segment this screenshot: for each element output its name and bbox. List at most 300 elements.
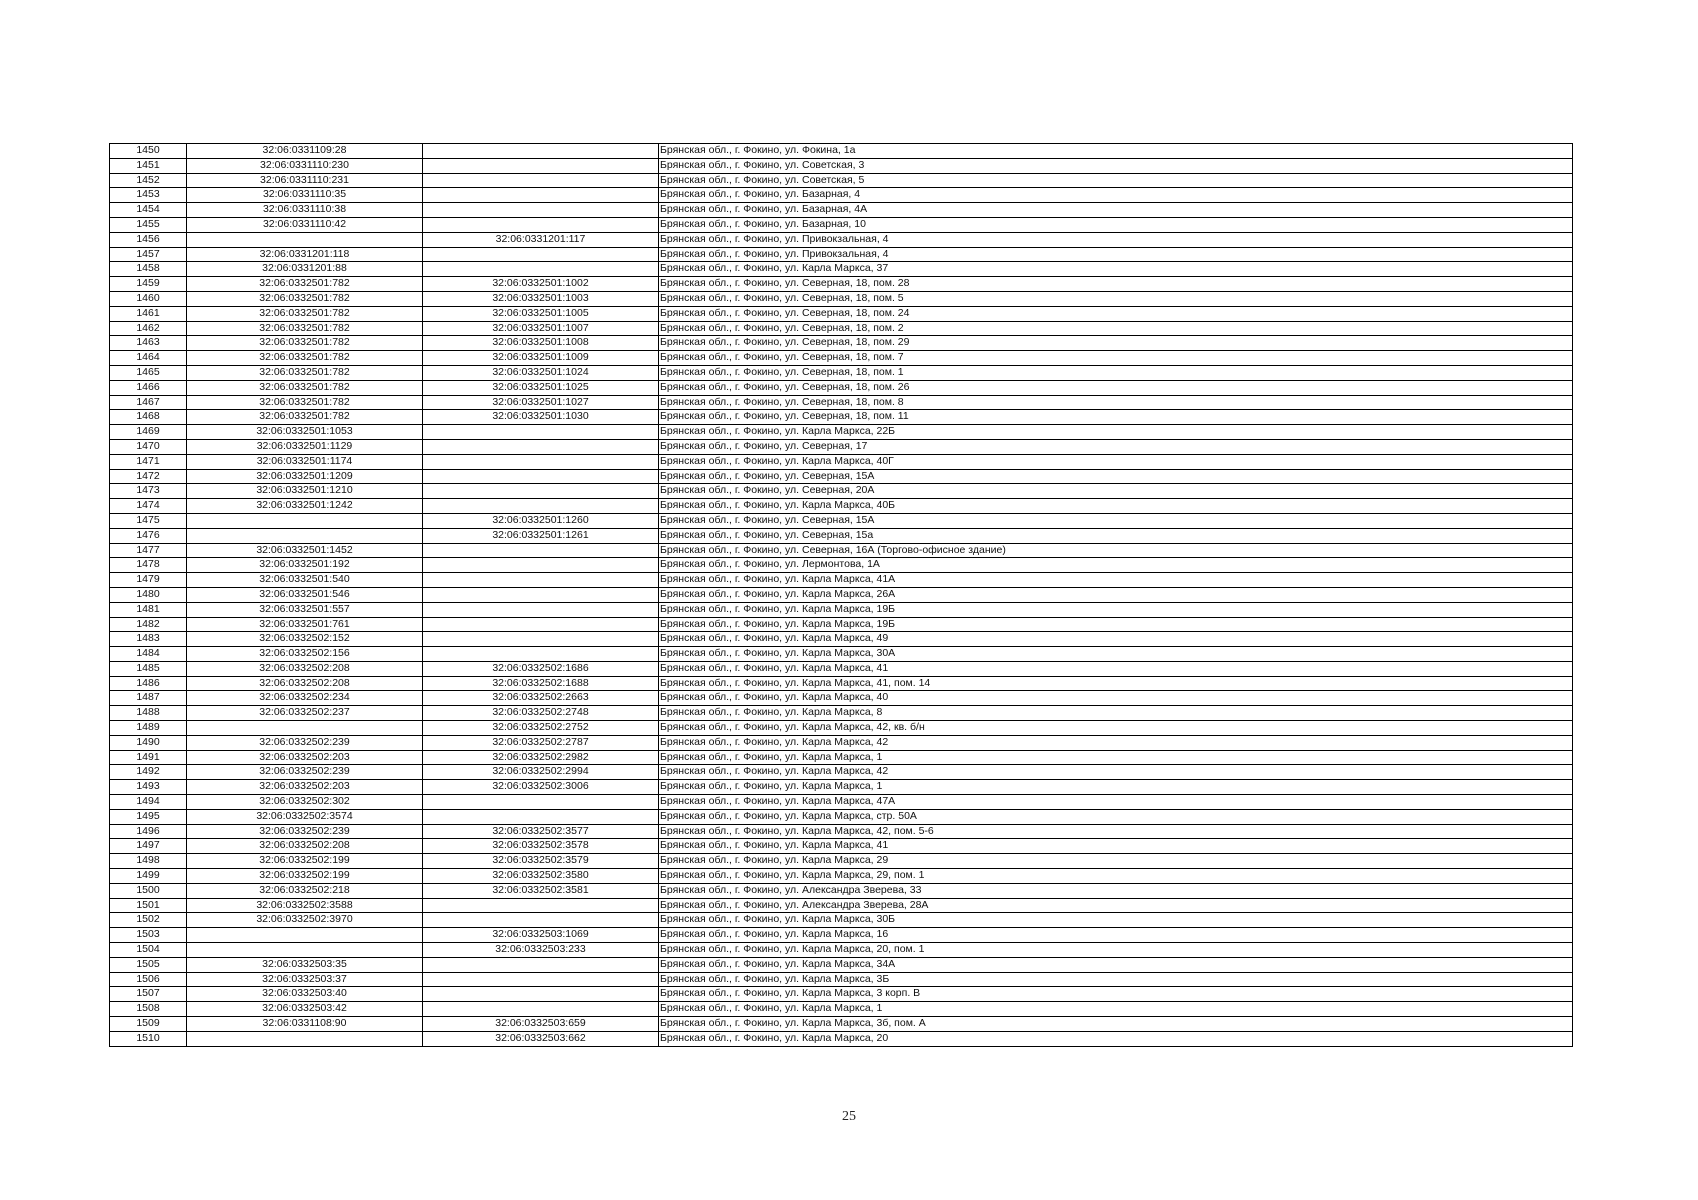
- table-row: [110, 898, 1573, 913]
- row-number-cell: 1495: [110, 809, 187, 824]
- land-cadastral-number-cell: 32:06:0332502:3574: [187, 809, 423, 824]
- table-row: [110, 558, 1573, 573]
- address-cell: Брянская обл., г. Фокино, ул. Карла Маркса, 42: [659, 765, 1573, 780]
- object-cadastral-number-cell: 32:06:0332502:3577: [423, 824, 659, 839]
- table-row: [110, 484, 1573, 499]
- land-cadastral-number-cell: 32:06:0332502:239: [187, 735, 423, 750]
- table-row: [110, 291, 1573, 306]
- table-row: [110, 869, 1573, 884]
- land-cadastral-number-cell: 32:06:0331110:42: [187, 217, 423, 232]
- land-cadastral-number-cell: 32:06:0331110:35: [187, 188, 423, 203]
- object-cadastral-number-cell: [423, 972, 659, 987]
- land-cadastral-number-cell: 32:06:0332501:1209: [187, 469, 423, 484]
- object-cadastral-number-cell: 32:06:0331201:117: [423, 232, 659, 247]
- land-cadastral-number-cell: 32:06:0332503:40: [187, 987, 423, 1002]
- address-cell: Брянская обл., г. Фокино, ул. Карла Маркса, 16: [659, 928, 1573, 943]
- address-cell: Брянская обл., г. Фокино, ул. Северная, 20А: [659, 484, 1573, 499]
- row-number-cell: 1459: [110, 277, 187, 292]
- row-number-cell: 1502: [110, 913, 187, 928]
- object-cadastral-number-cell: 32:06:0332503:662: [423, 1031, 659, 1046]
- address-cell: Брянская обл., г. Фокино, ул. Карла Маркса, 20, пом. 1: [659, 943, 1573, 958]
- row-number-cell: 1456: [110, 232, 187, 247]
- table-row: [110, 410, 1573, 425]
- address-cell: Брянская обл., г. Фокино, ул. Северная, 18, пом. 11: [659, 410, 1573, 425]
- address-cell: Брянская обл., г. Фокино, ул. Александра Зверева, 33: [659, 883, 1573, 898]
- address-cell: Брянская обл., г. Фокино, ул. Фокина, 1а: [659, 144, 1573, 159]
- table-row: [110, 972, 1573, 987]
- object-cadastral-number-cell: [423, 602, 659, 617]
- address-cell: Брянская обл., г. Фокино, ул. Северная, 16А (Торгово-офисное здание): [659, 543, 1573, 558]
- address-cell: Брянская обл., г. Фокино, ул. Базарная, 4: [659, 188, 1573, 203]
- table-row: [110, 188, 1573, 203]
- object-cadastral-number-cell: 32:06:0332501:1003: [423, 291, 659, 306]
- row-number-cell: 1462: [110, 321, 187, 336]
- object-cadastral-number-cell: [423, 587, 659, 602]
- land-cadastral-number-cell: 32:06:0332501:782: [187, 306, 423, 321]
- row-number-cell: 1508: [110, 1002, 187, 1017]
- object-cadastral-number-cell: [423, 898, 659, 913]
- table-row: [110, 735, 1573, 750]
- object-cadastral-number-cell: 32:06:0332502:2994: [423, 765, 659, 780]
- object-cadastral-number-cell: [423, 573, 659, 588]
- object-cadastral-number-cell: [423, 1002, 659, 1017]
- land-cadastral-number-cell: 32:06:0332502:234: [187, 691, 423, 706]
- land-cadastral-number-cell: 32:06:0332501:1242: [187, 499, 423, 514]
- row-number-cell: 1471: [110, 454, 187, 469]
- object-cadastral-number-cell: [423, 558, 659, 573]
- object-cadastral-number-cell: [423, 425, 659, 440]
- object-cadastral-number-cell: 32:06:0332501:1005: [423, 306, 659, 321]
- address-cell: Брянская обл., г. Фокино, ул. Карла Маркса, 1: [659, 1002, 1573, 1017]
- address-cell: Брянская обл., г. Фокино, ул. Северная, 18, пом. 26: [659, 380, 1573, 395]
- table-row: [110, 380, 1573, 395]
- row-number-cell: 1498: [110, 854, 187, 869]
- object-cadastral-number-cell: 32:06:0332503:233: [423, 943, 659, 958]
- address-cell: Брянская обл., г. Фокино, ул. Карла Маркса, 3Б: [659, 972, 1573, 987]
- address-cell: Брянская обл., г. Фокино, ул. Карла Маркса, 41: [659, 661, 1573, 676]
- row-number-cell: 1467: [110, 395, 187, 410]
- land-cadastral-number-cell: 32:06:0332501:761: [187, 617, 423, 632]
- row-number-cell: 1450: [110, 144, 187, 159]
- table-row: [110, 987, 1573, 1002]
- row-number-cell: 1458: [110, 262, 187, 277]
- object-cadastral-number-cell: 32:06:0332501:1007: [423, 321, 659, 336]
- object-cadastral-number-cell: [423, 144, 659, 159]
- table-row: [110, 469, 1573, 484]
- address-cell: Брянская обл., г. Фокино, ул. Карла Маркса, 41: [659, 839, 1573, 854]
- land-cadastral-number-cell: 32:06:0332502:152: [187, 632, 423, 647]
- object-cadastral-number-cell: 32:06:0332502:2982: [423, 750, 659, 765]
- row-number-cell: 1499: [110, 869, 187, 884]
- address-cell: Брянская обл., г. Фокино, ул. Карла Маркса, 29, пом. 1: [659, 869, 1573, 884]
- row-number-cell: 1496: [110, 824, 187, 839]
- address-cell: Брянская обл., г. Фокино, ул. Северная, 18, пом. 2: [659, 321, 1573, 336]
- address-cell: Брянская обл., г. Фокино, ул. Карла Маркса, 26А: [659, 587, 1573, 602]
- row-number-cell: 1452: [110, 173, 187, 188]
- land-cadastral-number-cell: 32:06:0332501:782: [187, 395, 423, 410]
- property-table-body: [110, 144, 1573, 1047]
- row-number-cell: 1469: [110, 425, 187, 440]
- row-number-cell: 1479: [110, 573, 187, 588]
- table-row: [110, 587, 1573, 602]
- address-cell: Брянская обл., г. Фокино, ул. Северная, 18, пом. 1: [659, 365, 1573, 380]
- object-cadastral-number-cell: 32:06:0332501:1024: [423, 365, 659, 380]
- address-cell: Брянская обл., г. Фокино, ул. Привокзальная, 4: [659, 232, 1573, 247]
- row-number-cell: 1468: [110, 410, 187, 425]
- land-cadastral-number-cell: 32:06:0332502:199: [187, 854, 423, 869]
- row-number-cell: 1476: [110, 528, 187, 543]
- row-number-cell: 1497: [110, 839, 187, 854]
- address-cell: Брянская обл., г. Фокино, ул. Северная, 15А: [659, 469, 1573, 484]
- table-row: [110, 306, 1573, 321]
- table-row: [110, 795, 1573, 810]
- table-row: [110, 691, 1573, 706]
- table-row: [110, 928, 1573, 943]
- land-cadastral-number-cell: 32:06:0332502:302: [187, 795, 423, 810]
- address-cell: Брянская обл., г. Фокино, ул. Карла Маркса, 42, кв. б/н: [659, 721, 1573, 736]
- land-cadastral-number-cell: 32:06:0332501:1174: [187, 454, 423, 469]
- address-cell: Брянская обл., г. Фокино, ул. Карла Маркса, 20: [659, 1031, 1573, 1046]
- address-cell: Брянская обл., г. Фокино, ул. Карла Маркса, 3 корп. В: [659, 987, 1573, 1002]
- land-cadastral-number-cell: 32:06:0332501:1053: [187, 425, 423, 440]
- row-number-cell: 1491: [110, 750, 187, 765]
- land-cadastral-number-cell: [187, 513, 423, 528]
- table-row: [110, 217, 1573, 232]
- land-cadastral-number-cell: 32:06:0331201:118: [187, 247, 423, 262]
- land-cadastral-number-cell: [187, 943, 423, 958]
- land-cadastral-number-cell: 32:06:0331110:231: [187, 173, 423, 188]
- table-row: [110, 513, 1573, 528]
- table-row: [110, 883, 1573, 898]
- table-row: [110, 247, 1573, 262]
- row-number-cell: 1480: [110, 587, 187, 602]
- address-cell: Брянская обл., г. Фокино, ул. Карла Маркса, 40Б: [659, 499, 1573, 514]
- land-cadastral-number-cell: 32:06:0332501:192: [187, 558, 423, 573]
- table-row: [110, 647, 1573, 662]
- table-row: [110, 158, 1573, 173]
- address-cell: Брянская обл., г. Фокино, ул. Северная, 18, пом. 7: [659, 351, 1573, 366]
- row-number-cell: 1470: [110, 439, 187, 454]
- land-cadastral-number-cell: 32:06:0332502:3970: [187, 913, 423, 928]
- table-row: [110, 232, 1573, 247]
- address-cell: Брянская обл., г. Фокино, ул. Лермонтова, 1А: [659, 558, 1573, 573]
- row-number-cell: 1466: [110, 380, 187, 395]
- address-cell: Брянская обл., г. Фокино, ул. Карла Маркса, 47А: [659, 795, 1573, 810]
- object-cadastral-number-cell: 32:06:0332502:2787: [423, 735, 659, 750]
- object-cadastral-number-cell: 32:06:0332502:3006: [423, 780, 659, 795]
- land-cadastral-number-cell: 32:06:0332502:156: [187, 647, 423, 662]
- land-cadastral-number-cell: 32:06:0331110:230: [187, 158, 423, 173]
- row-number-cell: 1460: [110, 291, 187, 306]
- table-row: [110, 706, 1573, 721]
- table-row: [110, 454, 1573, 469]
- table-row: [110, 499, 1573, 514]
- land-cadastral-number-cell: 32:06:0332503:35: [187, 957, 423, 972]
- land-cadastral-number-cell: [187, 928, 423, 943]
- land-cadastral-number-cell: [187, 528, 423, 543]
- object-cadastral-number-cell: [423, 247, 659, 262]
- table-row: [110, 262, 1573, 277]
- address-cell: Брянская обл., г. Фокино, ул. Карла Маркса, стр. 50А: [659, 809, 1573, 824]
- object-cadastral-number-cell: 32:06:0332501:1261: [423, 528, 659, 543]
- row-number-cell: 1457: [110, 247, 187, 262]
- address-cell: Брянская обл., г. Фокино, ул. Северная, 18, пом. 8: [659, 395, 1573, 410]
- object-cadastral-number-cell: 32:06:0332503:1069: [423, 928, 659, 943]
- table-row: [110, 1031, 1573, 1046]
- land-cadastral-number-cell: 32:06:0332501:782: [187, 291, 423, 306]
- address-cell: Брянская обл., г. Фокино, ул. Советская, 3: [659, 158, 1573, 173]
- address-cell: Брянская обл., г. Фокино, ул. Северная, 17: [659, 439, 1573, 454]
- row-number-cell: 1506: [110, 972, 187, 987]
- table-row: [110, 943, 1573, 958]
- row-number-cell: 1492: [110, 765, 187, 780]
- land-cadastral-number-cell: 32:06:0332502:3588: [187, 898, 423, 913]
- land-cadastral-number-cell: 32:06:0332502:237: [187, 706, 423, 721]
- land-cadastral-number-cell: 32:06:0332502:239: [187, 765, 423, 780]
- table-row: [110, 632, 1573, 647]
- object-cadastral-number-cell: 32:06:0332502:3581: [423, 883, 659, 898]
- table-row: [110, 336, 1573, 351]
- row-number-cell: 1451: [110, 158, 187, 173]
- row-number-cell: 1465: [110, 365, 187, 380]
- object-cadastral-number-cell: [423, 439, 659, 454]
- row-number-cell: 1503: [110, 928, 187, 943]
- address-cell: Брянская обл., г. Фокино, ул. Северная, 18, пом. 24: [659, 306, 1573, 321]
- object-cadastral-number-cell: 32:06:0332501:1260: [423, 513, 659, 528]
- table-row: [110, 528, 1573, 543]
- object-cadastral-number-cell: [423, 617, 659, 632]
- row-number-cell: 1482: [110, 617, 187, 632]
- object-cadastral-number-cell: 32:06:0332502:2748: [423, 706, 659, 721]
- address-cell: Брянская обл., г. Фокино, ул. Базарная, 4А: [659, 203, 1573, 218]
- address-cell: Брянская обл., г. Фокино, ул. Северная, 18, пом. 5: [659, 291, 1573, 306]
- object-cadastral-number-cell: 32:06:0332501:1008: [423, 336, 659, 351]
- object-cadastral-number-cell: 32:06:0332501:1027: [423, 395, 659, 410]
- land-cadastral-number-cell: 32:06:0332502:208: [187, 676, 423, 691]
- land-cadastral-number-cell: [187, 1031, 423, 1046]
- object-cadastral-number-cell: [423, 203, 659, 218]
- row-number-cell: 1473: [110, 484, 187, 499]
- address-cell: Брянская обл., г. Фокино, ул. Карла Маркса, 1: [659, 780, 1573, 795]
- object-cadastral-number-cell: [423, 499, 659, 514]
- row-number-cell: 1461: [110, 306, 187, 321]
- address-cell: Брянская обл., г. Фокино, ул. Базарная, 10: [659, 217, 1573, 232]
- land-cadastral-number-cell: 32:06:0331110:38: [187, 203, 423, 218]
- land-cadastral-number-cell: 32:06:0332501:1129: [187, 439, 423, 454]
- object-cadastral-number-cell: [423, 454, 659, 469]
- land-cadastral-number-cell: 32:06:0332501:782: [187, 365, 423, 380]
- row-number-cell: 1474: [110, 499, 187, 514]
- address-cell: Брянская обл., г. Фокино, ул. Карла Маркса, 41А: [659, 573, 1573, 588]
- row-number-cell: 1478: [110, 558, 187, 573]
- table-row: [110, 721, 1573, 736]
- land-cadastral-number-cell: 32:06:0332502:208: [187, 839, 423, 854]
- object-cadastral-number-cell: [423, 795, 659, 810]
- table-row: [110, 351, 1573, 366]
- table-row: [110, 365, 1573, 380]
- object-cadastral-number-cell: [423, 469, 659, 484]
- object-cadastral-number-cell: [423, 647, 659, 662]
- address-cell: Брянская обл., г. Фокино, ул. Карла Маркса, 8: [659, 706, 1573, 721]
- land-cadastral-number-cell: 32:06:0332502:199: [187, 869, 423, 884]
- row-number-cell: 1475: [110, 513, 187, 528]
- object-cadastral-number-cell: [423, 809, 659, 824]
- object-cadastral-number-cell: 32:06:0332502:1686: [423, 661, 659, 676]
- row-number-cell: 1463: [110, 336, 187, 351]
- row-number-cell: 1487: [110, 691, 187, 706]
- table-row: [110, 425, 1573, 440]
- object-cadastral-number-cell: [423, 632, 659, 647]
- row-number-cell: 1489: [110, 721, 187, 736]
- object-cadastral-number-cell: [423, 484, 659, 499]
- land-cadastral-number-cell: 32:06:0332501:546: [187, 587, 423, 602]
- object-cadastral-number-cell: [423, 173, 659, 188]
- land-cadastral-number-cell: 32:06:0332501:782: [187, 336, 423, 351]
- table-row: [110, 854, 1573, 869]
- row-number-cell: 1483: [110, 632, 187, 647]
- property-table: [109, 143, 1573, 1047]
- object-cadastral-number-cell: 32:06:0332502:2752: [423, 721, 659, 736]
- object-cadastral-number-cell: [423, 158, 659, 173]
- page-number: 25: [842, 1109, 856, 1124]
- object-cadastral-number-cell: [423, 188, 659, 203]
- land-cadastral-number-cell: 32:06:0332501:782: [187, 351, 423, 366]
- row-number-cell: 1507: [110, 987, 187, 1002]
- table-row: [110, 439, 1573, 454]
- land-cadastral-number-cell: 32:06:0331108:90: [187, 1017, 423, 1032]
- table-row: [110, 780, 1573, 795]
- table-row: [110, 203, 1573, 218]
- table-row: [110, 957, 1573, 972]
- table-row: [110, 1002, 1573, 1017]
- row-number-cell: 1494: [110, 795, 187, 810]
- address-cell: Брянская обл., г. Фокино, ул. Карла Маркса, 49: [659, 632, 1573, 647]
- row-number-cell: 1464: [110, 351, 187, 366]
- table-row: [110, 602, 1573, 617]
- object-cadastral-number-cell: [423, 543, 659, 558]
- address-cell: Брянская обл., г. Фокино, ул. Карла Маркса, 1: [659, 750, 1573, 765]
- row-number-cell: 1493: [110, 780, 187, 795]
- land-cadastral-number-cell: [187, 721, 423, 736]
- object-cadastral-number-cell: 32:06:0332501:1002: [423, 277, 659, 292]
- object-cadastral-number-cell: [423, 987, 659, 1002]
- object-cadastral-number-cell: 32:06:0332502:3578: [423, 839, 659, 854]
- land-cadastral-number-cell: 32:06:0332502:218: [187, 883, 423, 898]
- table-row: [110, 824, 1573, 839]
- row-number-cell: 1454: [110, 203, 187, 218]
- address-cell: Брянская обл., г. Фокино, ул. Карла Маркса, 3б, пом. А: [659, 1017, 1573, 1032]
- row-number-cell: 1488: [110, 706, 187, 721]
- land-cadastral-number-cell: 32:06:0331109:28: [187, 144, 423, 159]
- table-row: [110, 661, 1573, 676]
- object-cadastral-number-cell: 32:06:0332502:3579: [423, 854, 659, 869]
- object-cadastral-number-cell: [423, 913, 659, 928]
- land-cadastral-number-cell: 32:06:0332503:37: [187, 972, 423, 987]
- address-cell: Брянская обл., г. Фокино, ул. Карла Маркса, 29: [659, 854, 1573, 869]
- address-cell: Брянская обл., г. Фокино, ул. Северная, 15а: [659, 528, 1573, 543]
- address-cell: Брянская обл., г. Фокино, ул. Карла Маркса, 37: [659, 262, 1573, 277]
- object-cadastral-number-cell: [423, 957, 659, 972]
- table-row: [110, 765, 1573, 780]
- land-cadastral-number-cell: [187, 232, 423, 247]
- address-cell: Брянская обл., г. Фокино, ул. Привокзальная, 4: [659, 247, 1573, 262]
- land-cadastral-number-cell: 32:06:0332502:239: [187, 824, 423, 839]
- land-cadastral-number-cell: 32:06:0332501:782: [187, 321, 423, 336]
- address-cell: Брянская обл., г. Фокино, ул. Карла Маркса, 22Б: [659, 425, 1573, 440]
- row-number-cell: 1490: [110, 735, 187, 750]
- object-cadastral-number-cell: 32:06:0332503:659: [423, 1017, 659, 1032]
- table-row: [110, 839, 1573, 854]
- address-cell: Брянская обл., г. Фокино, ул. Карла Маркса, 40Г: [659, 454, 1573, 469]
- row-number-cell: 1485: [110, 661, 187, 676]
- address-cell: Брянская обл., г. Фокино, ул. Карла Маркса, 41, пом. 14: [659, 676, 1573, 691]
- land-cadastral-number-cell: 32:06:0332501:540: [187, 573, 423, 588]
- address-cell: Брянская обл., г. Фокино, ул. Северная, 15А: [659, 513, 1573, 528]
- address-cell: Брянская обл., г. Фокино, ул. Карла Маркса, 40: [659, 691, 1573, 706]
- row-number-cell: 1505: [110, 957, 187, 972]
- address-cell: Брянская обл., г. Фокино, ул. Карла Маркса, 19Б: [659, 602, 1573, 617]
- row-number-cell: 1509: [110, 1017, 187, 1032]
- address-cell: Брянская обл., г. Фокино, ул. Карла Маркса, 19Б: [659, 617, 1573, 632]
- land-cadastral-number-cell: 32:06:0332501:782: [187, 380, 423, 395]
- land-cadastral-number-cell: 32:06:0332501:1452: [187, 543, 423, 558]
- object-cadastral-number-cell: 32:06:0332502:1688: [423, 676, 659, 691]
- land-cadastral-number-cell: 32:06:0332503:42: [187, 1002, 423, 1017]
- table-row: [110, 395, 1573, 410]
- object-cadastral-number-cell: 32:06:0332501:1030: [423, 410, 659, 425]
- object-cadastral-number-cell: 32:06:0332502:2663: [423, 691, 659, 706]
- land-cadastral-number-cell: 32:06:0331201:88: [187, 262, 423, 277]
- address-cell: Брянская обл., г. Фокино, ул. Советская, 5: [659, 173, 1573, 188]
- address-cell: Брянская обл., г. Фокино, ул. Карла Маркса, 42: [659, 735, 1573, 750]
- address-cell: Брянская обл., г. Фокино, ул. Северная, 18, пом. 28: [659, 277, 1573, 292]
- row-number-cell: 1484: [110, 647, 187, 662]
- table-row: [110, 617, 1573, 632]
- land-cadastral-number-cell: 32:06:0332501:557: [187, 602, 423, 617]
- address-cell: Брянская обл., г. Фокино, ул. Карла Маркса, 42, пом. 5-6: [659, 824, 1573, 839]
- object-cadastral-number-cell: [423, 262, 659, 277]
- row-number-cell: 1504: [110, 943, 187, 958]
- row-number-cell: 1477: [110, 543, 187, 558]
- address-cell: Брянская обл., г. Фокино, ул. Карла Маркса, 34А: [659, 957, 1573, 972]
- object-cadastral-number-cell: 32:06:0332501:1009: [423, 351, 659, 366]
- table-row: [110, 676, 1573, 691]
- row-number-cell: 1453: [110, 188, 187, 203]
- land-cadastral-number-cell: 32:06:0332501:1210: [187, 484, 423, 499]
- land-cadastral-number-cell: 32:06:0332502:208: [187, 661, 423, 676]
- address-cell: Брянская обл., г. Фокино, ул. Северная, 18, пом. 29: [659, 336, 1573, 351]
- land-cadastral-number-cell: 32:06:0332502:203: [187, 780, 423, 795]
- table-row: [110, 809, 1573, 824]
- object-cadastral-number-cell: [423, 217, 659, 232]
- row-number-cell: 1501: [110, 898, 187, 913]
- land-cadastral-number-cell: 32:06:0332501:782: [187, 277, 423, 292]
- table-row: [110, 1017, 1573, 1032]
- address-cell: Брянская обл., г. Фокино, ул. Александра Зверева, 28А: [659, 898, 1573, 913]
- table-row: [110, 750, 1573, 765]
- address-cell: Брянская обл., г. Фокино, ул. Карла Маркса, 30А: [659, 647, 1573, 662]
- table-row: [110, 573, 1573, 588]
- row-number-cell: 1500: [110, 883, 187, 898]
- table-row: [110, 144, 1573, 159]
- row-number-cell: 1472: [110, 469, 187, 484]
- row-number-cell: 1486: [110, 676, 187, 691]
- object-cadastral-number-cell: 32:06:0332502:3580: [423, 869, 659, 884]
- table-row: [110, 321, 1573, 336]
- table-row: [110, 173, 1573, 188]
- object-cadastral-number-cell: 32:06:0332501:1025: [423, 380, 659, 395]
- table-row: [110, 543, 1573, 558]
